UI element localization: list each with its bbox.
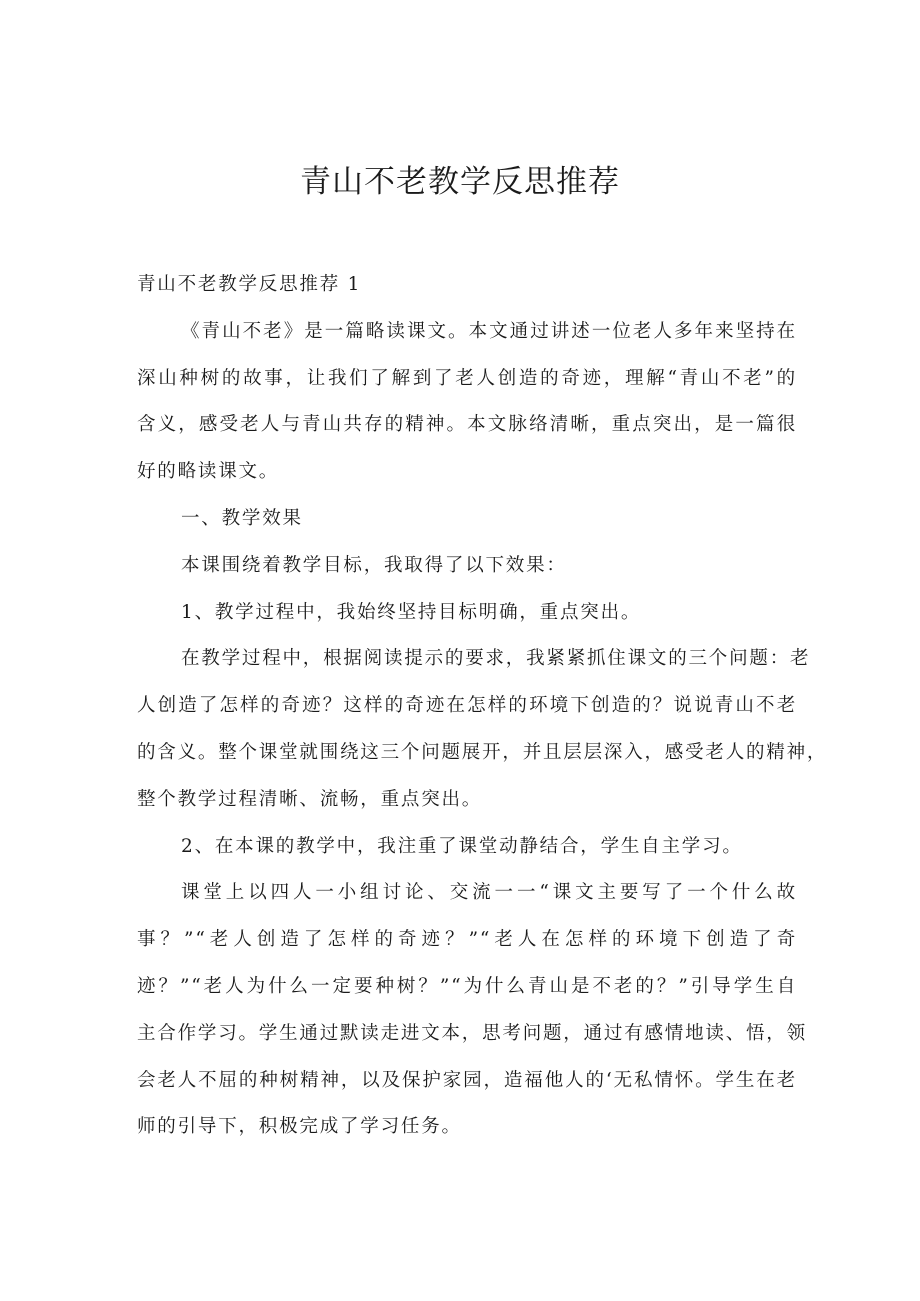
intro-paragraph: [137, 309, 797, 496]
paragraph-line: 师的引导下，积极完成了学习任务。: [137, 1116, 462, 1138]
paragraph-line: 人创造了怎样的奇迹？这样的奇迹在怎样的环境下创造的？说说青山不老: [137, 695, 797, 717]
paragraph-line: 主合作学习。学生通过默读走进文本，思考问题，通过有感情地读、悟，领: [137, 1022, 807, 1044]
document-body: [137, 262, 828, 1151]
point-2-heading: 2、在本课的教学中，我注重了课堂动静结合，学生自主学习。: [181, 835, 743, 857]
paragraph-line: 整个教学过程清晰、流畅，重点突出。: [137, 788, 483, 810]
paragraph-line: 《青山不老》是一篇略读课文。本文通过讲述一位老人多年来坚持在: [181, 320, 797, 342]
paragraph-line: 事？”“老人创造了怎样的奇迹？”“老人在怎样的环境下创造了奇: [137, 929, 797, 951]
paragraph-line: 课堂上以四人一小组讨论、交流一一“课文主要写了一个什么故: [181, 882, 797, 904]
point-1-paragraph: [137, 636, 828, 823]
paragraph-line: 迹？”“老人为什么一定要种树？”“为什么青山是不老的？”引导学生自: [137, 975, 797, 997]
summary-line: 本课围绕着教学目标，我取得了以下效果：: [181, 554, 567, 576]
paragraph-line: 的含义。整个课堂就围绕这三个问题展开，并且层层深入，感受老人的精神，: [137, 741, 828, 763]
section-heading: 青山不老教学反思推荐 1: [137, 274, 362, 295]
heading-teaching-effect: 一、教学效果: [181, 507, 303, 529]
point-1-heading: 1、教学过程中，我始终坚持目标明确，重点突出。: [181, 601, 642, 623]
paragraph-line: 好的略读课文。: [137, 461, 280, 483]
paragraph-line: 会老人不屈的种树精神，以及保护家园，造福他人的‘无私情怀。学生在老: [137, 1069, 797, 1091]
paragraph-line: 在教学过程中，根据阅读提示的要求，我紧紧抓住课文的三个问题：老: [181, 648, 811, 670]
document-title: 青山不老教学反思推荐: [300, 164, 620, 200]
paragraph-line: 含义，感受老人与青山共存的精神。本文脉络清晰，重点突出，是一篇很: [137, 414, 797, 436]
point-2-paragraph: [137, 870, 807, 1151]
paragraph-line: 深山种树的故事，让我们了解到了老人创造的奇迹，理解“青山不老”的: [137, 367, 797, 389]
